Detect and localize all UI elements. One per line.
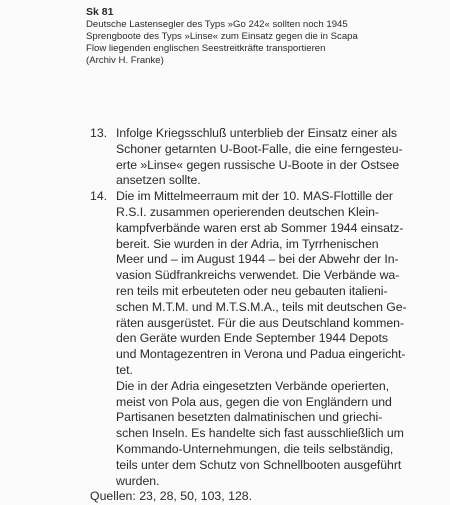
- note-line: erte »Linse« gegen russische U-Boote in der Ostsee: [116, 157, 400, 172]
- note-line: schen Inseln. Es handelte sich fast ausschließlich um: [116, 426, 404, 441]
- note-line: Die in der Adria eingesetzten Verbände operierten,: [116, 378, 389, 393]
- note-line: schen M.T.M. und M.T.S.M.A., teils mit deutschen Ge-: [116, 299, 407, 314]
- note-line: Schoner getarnten U-Boot-Falle, die eine ferngesteu-: [116, 141, 403, 156]
- note-number: 13.: [90, 126, 108, 140]
- note-line: und Montagezentren in Verona und Padua eingericht-: [116, 347, 406, 362]
- caption-line: Flow liegenden englischen Seestreitkräfte transportieren: [86, 43, 326, 55]
- note-line: Partisanen besetzten dalmatinischen und griechi-: [116, 410, 383, 425]
- note-line: räten ausgerüstet. Für die aus Deutschland kommen-: [116, 315, 404, 330]
- note-line: Meer und – im August 1944 – bei der Abwehr der In-: [116, 252, 399, 267]
- note-line: Die im Mittelmeerraum mit der 10. MAS-Flottille der: [116, 189, 393, 204]
- note-line: ansetzen sollte.: [116, 173, 201, 188]
- caption-line: Sprengboote des Typs »Linse« zum Einsatz gegen die in Scapa: [86, 31, 358, 43]
- sources-line: Quellen: 23, 28, 50, 103, 128.: [90, 489, 253, 504]
- note-line: Kommando-Unternehmungen, die teils selbständig,: [116, 441, 394, 456]
- note-line: teils unter dem Schutz von Schnellbooten ausgeführt: [116, 457, 402, 472]
- note-line: R.S.I. zusammen operierenden deutschen Klein-: [116, 204, 379, 219]
- note-line: meist von Pola aus, gegen die von Engländern und: [116, 394, 392, 409]
- caption-line: (Archiv H. Franke): [86, 55, 164, 67]
- caption-line: Deutsche Lastensegler des Typs »Go 242« sollten noch 1945: [86, 19, 348, 30]
- caption-title: Sk 81: [86, 6, 114, 18]
- figure-caption: [86, 6, 436, 67]
- note-line: wurden.: [116, 473, 160, 488]
- note-13: [90, 126, 440, 189]
- note-line: tet.: [116, 362, 133, 377]
- note-line: vasion Südfrankreichs verwendet. Die Verbände wa-: [116, 268, 400, 283]
- note-number: 14.: [90, 189, 108, 204]
- notes-section: [90, 126, 440, 505]
- note-line: kampfverbände waren erst ab Sommer 1944 einsatz-: [116, 220, 404, 235]
- note-14: [90, 189, 440, 489]
- note-line: den Geräte wurden Ende September 1944 Depots: [116, 331, 388, 346]
- note-line: ren teils mit erbeuteten oder neu gebauten italieni-: [116, 283, 388, 298]
- note-line: Infolge Kriegsschluß unterblieb der Einsatz einer als: [116, 126, 398, 140]
- note-line: bereit. Sie wurden in der Adria, im Tyrrhenischen: [116, 236, 379, 251]
